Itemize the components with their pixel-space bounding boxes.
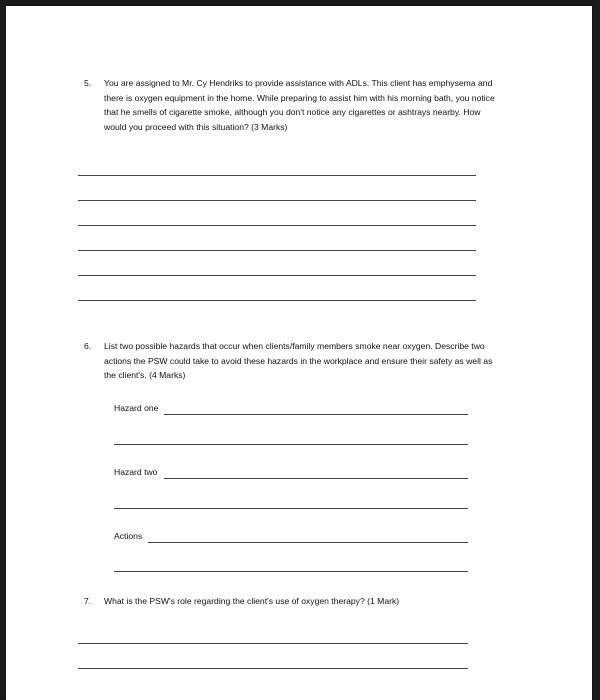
answer-line-q5-1[interactable]: [78, 175, 476, 176]
hazard-two-answer-line[interactable]: [114, 508, 468, 509]
question-number: 6.: [84, 341, 92, 351]
document-page: [6, 6, 592, 700]
hazard-two-input-line[interactable]: [164, 478, 468, 479]
answer-line-q5-2[interactable]: [78, 200, 476, 201]
actions-input-line[interactable]: [148, 542, 468, 543]
question-text: You are assigned to Mr. Cy Hendriks to provide assistance with ADLs. This client has emphysema and there is oxygen equipment in the home. While preparing to assist him with his morning bath, you notice that he smells of cigarette smoke, although you don't notice any cigarettes or ashtrays nearby. How would you proceed with this situation? (3 Marks): [104, 78, 495, 132]
question-number: 5.: [84, 78, 92, 88]
answer-line-q7-1[interactable]: [78, 643, 468, 644]
answer-line-q5-3[interactable]: [78, 225, 476, 226]
question-text: List two possible hazards that occur when clients/family members smoke near oxygen. Describe two actions the PSW could take to avoid these hazards in the workplace and ensure their safety as well as the client's. (4 Marks): [104, 341, 493, 381]
answer-line-q5-4[interactable]: [78, 250, 476, 251]
question-7: [84, 594, 504, 609]
question-number: 7.: [84, 596, 92, 606]
actions-label: Actions: [114, 531, 143, 541]
question-6: [84, 339, 504, 383]
actions-answer-line[interactable]: [114, 571, 468, 572]
answer-line-q5-5[interactable]: [78, 275, 476, 276]
hazard-one-input-line[interactable]: [164, 414, 468, 415]
answer-line-q5-6[interactable]: [78, 300, 476, 301]
answer-line-q7-2[interactable]: [78, 668, 468, 669]
hazard-one-answer-line[interactable]: [114, 444, 468, 445]
question-5: [84, 76, 504, 134]
hazard-one-label: Hazard one: [114, 403, 159, 413]
hazard-two-label: Hazard two: [114, 467, 158, 477]
question-text: What is the PSW's role regarding the client's use of oxygen therapy? (1 Mark): [104, 596, 400, 606]
